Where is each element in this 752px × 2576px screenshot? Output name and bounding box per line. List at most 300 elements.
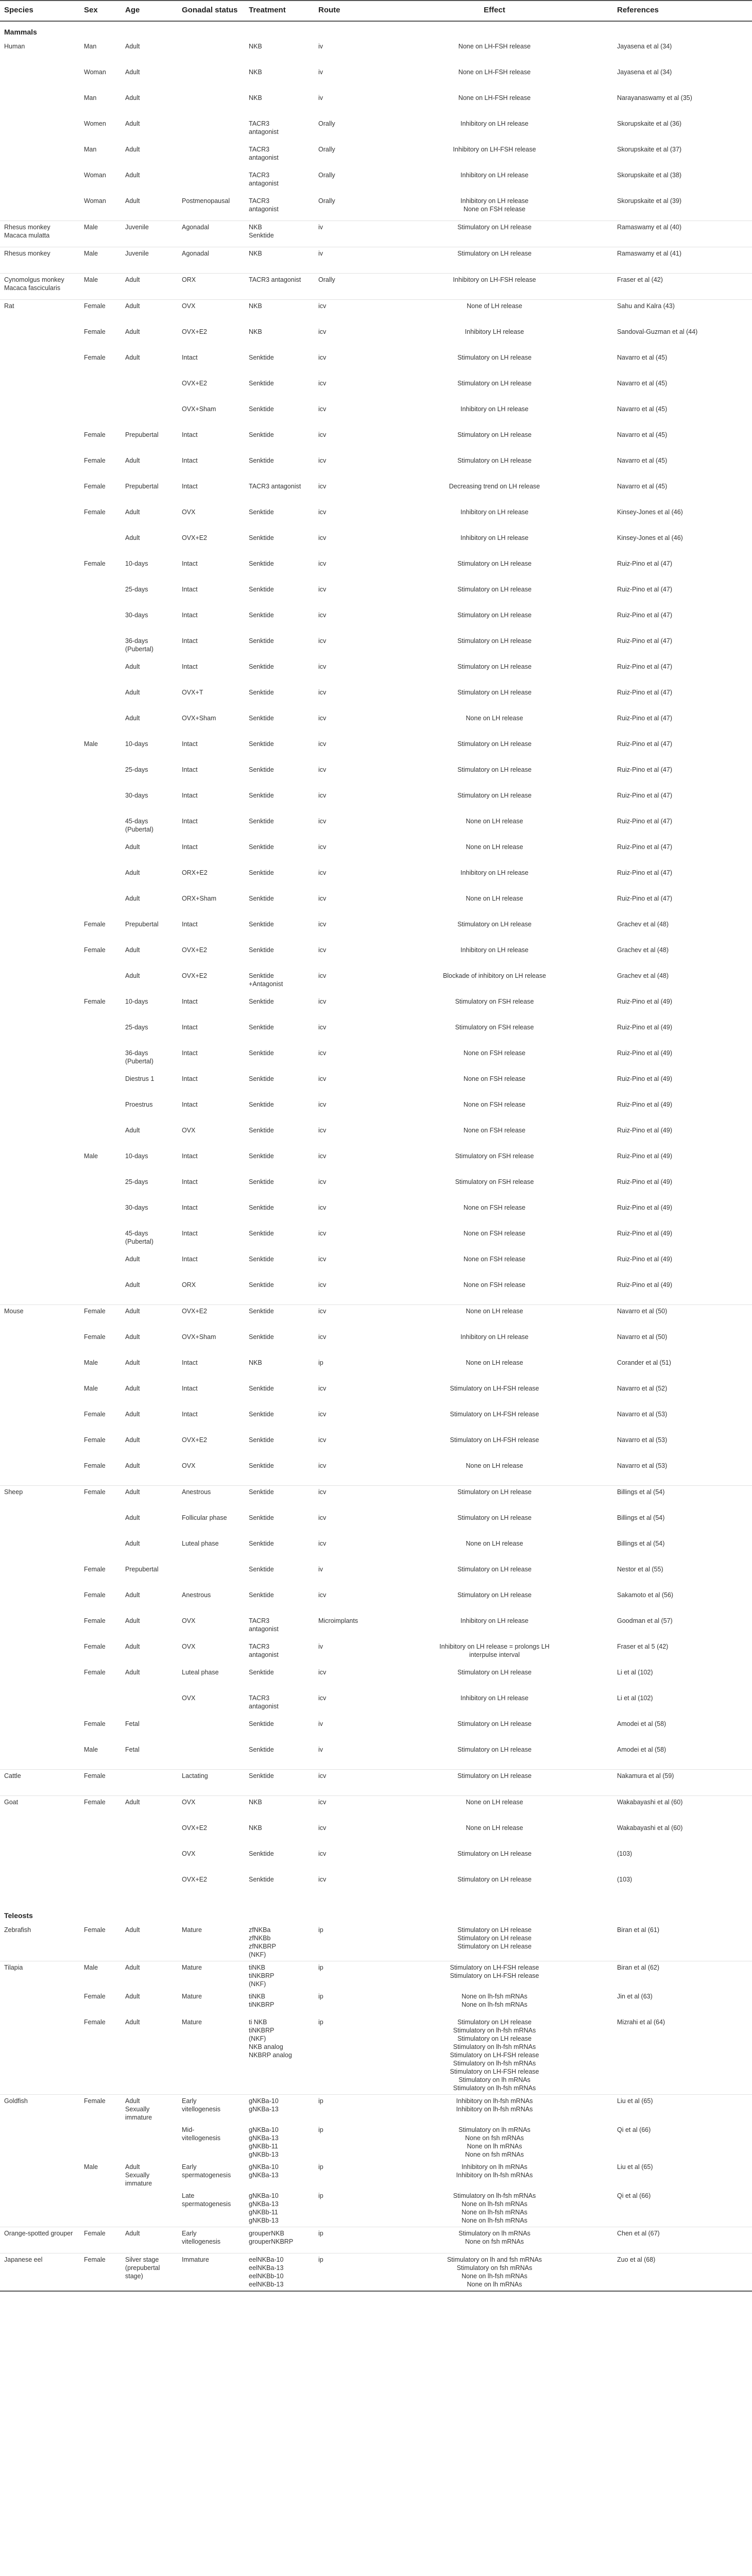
cell-effect: Stimulatory on LH release — [457, 1746, 532, 1753]
cell-sex: Female — [84, 946, 106, 954]
cell-age: Fetal — [125, 1746, 140, 1753]
cell-reference: Ruiz-Pino et al (47) — [617, 818, 672, 825]
cell-effect: None on LH release — [466, 715, 523, 722]
cell-route: ip — [314, 2095, 376, 2124]
cell-gonadal-status: Intact — [182, 637, 198, 645]
cell-effect: None of LH release — [376, 300, 613, 326]
cell-gonadal-status — [178, 92, 245, 117]
cell-gonadal-status: OVX — [182, 1694, 196, 1702]
cell-treatment: gNKBa-10 gNKBa-13 gNKBb-11 gNKBb-13 — [249, 2126, 279, 2158]
cell-treatment: Senktide — [249, 663, 274, 670]
cell-species: Cynomolgus monkey Macaca fascicularis — [0, 274, 80, 300]
cell-effect: Inhibitory on LH release — [460, 405, 529, 413]
cell-treatment: Senktide — [249, 1540, 274, 1547]
cell-age: Adult — [125, 69, 140, 76]
cell-reference: Ruiz-Pino et al (49) — [617, 1049, 672, 1057]
cell-effect: None on FSH release — [463, 1230, 526, 1237]
cell-treatment: Senktide — [249, 1333, 274, 1341]
table-row — [0, 1743, 752, 1770]
cell-species — [0, 583, 80, 609]
cell-reference: Ruiz-Pino et al (49) — [617, 1256, 672, 1263]
cell-effect: Decreasing trend on LH release — [449, 483, 540, 490]
table-row — [0, 815, 752, 841]
cell-age — [121, 377, 178, 403]
cell-route: iv — [318, 43, 323, 50]
cell-treatment: Senktide — [249, 1256, 274, 1263]
cell-effect: Stimulatory on LH release Stimulatory on LH release Stimulatory on LH release — [457, 1926, 532, 1950]
cell-sex: Female — [84, 1462, 106, 1469]
cell-sex — [80, 2190, 121, 2227]
cell-sex: Female — [84, 457, 106, 464]
cell-age: Adult — [125, 197, 140, 205]
cell-treatment: Senktide — [249, 689, 274, 696]
cell-route: icv — [318, 1694, 327, 1702]
cell-route: icv — [318, 560, 327, 567]
cell-reference: Billings et al (54) — [617, 1540, 665, 1547]
cell-effect: Stimulatory on LH release — [457, 1850, 532, 1857]
cell-sex: Female — [84, 1591, 106, 1599]
cell-effect: None on LH release — [466, 1824, 523, 1832]
cell-effect: Stimulatory on LH release — [457, 1720, 532, 1727]
cell-sex: Woman — [84, 69, 106, 76]
cell-age: Adult — [125, 972, 140, 979]
cell-gonadal-status: OVX — [178, 300, 245, 326]
cell-route: icv — [318, 843, 327, 851]
cell-route: icv — [318, 612, 327, 619]
cell-sex — [80, 1537, 121, 1563]
cell-species: Mouse — [0, 1305, 80, 1331]
cell-treatment: Senktide — [249, 509, 274, 516]
table-row — [0, 1434, 752, 1460]
cell-effect: None on LH release — [376, 1305, 613, 1331]
cell-treatment: Senktide — [249, 1411, 274, 1418]
cell-reference: Kinsey-Jones et al (46) — [617, 509, 683, 516]
table-row — [0, 1201, 752, 1227]
cell-effect: Stimulatory on LH release — [457, 380, 532, 387]
cell-gonadal-status: OVX+Sham — [182, 1333, 216, 1341]
cell-age: Adult — [125, 946, 140, 954]
cell-route: iv — [318, 1746, 323, 1753]
cell-sex — [80, 1047, 121, 1073]
cell-effect: Stimulatory on LH release — [457, 1514, 532, 1521]
cell-age: Adult — [125, 1591, 140, 1599]
cell-treatment: Senktide — [249, 740, 274, 748]
cell-species — [0, 1563, 80, 1589]
cell-gonadal-status: Early vitellogenesis — [178, 2095, 245, 2124]
cell-reference: Amodei et al (58) — [617, 1720, 666, 1727]
cell-gonadal-status: Luteal phase — [182, 1540, 219, 1547]
cell-species — [0, 1098, 80, 1124]
cell-reference: Amodei et al (58) — [617, 1746, 666, 1753]
cell-reference: Ruiz-Pino et al (49) — [617, 1024, 672, 1031]
cell-species — [0, 1124, 80, 1150]
cell-gonadal-status: OVX+Sham — [182, 715, 216, 722]
cell-treatment: Senktide — [249, 1566, 274, 1573]
cell-route: ip — [314, 1961, 376, 1991]
cell-age: Proestrus — [125, 1101, 153, 1108]
cell-treatment: Senktide — [249, 1127, 274, 1134]
cell-reference: Ruiz-Pino et al (49) — [617, 1075, 672, 1082]
cell-age: Adult — [125, 457, 140, 464]
cell-treatment: Senktide — [249, 612, 274, 619]
cell-gonadal-status: Lactating — [178, 1770, 245, 1796]
table-row — [0, 1692, 752, 1718]
cell-route: icv — [318, 1281, 327, 1289]
cell-reference: Ruiz-Pino et al (47) — [617, 586, 672, 593]
header-route: Route — [314, 1, 376, 21]
table-row — [0, 918, 752, 944]
cell-age: 25-days — [125, 766, 148, 773]
cell-effect: None on FSH release — [463, 1075, 526, 1082]
cell-age: Adult — [125, 1436, 140, 1444]
cell-effect: Stimulatory on LH release — [457, 740, 532, 748]
cell-effect: Inhibitory on lh-fsh mRNAs Inhibitory on lh-fsh mRNAs — [376, 2095, 613, 2124]
cell-species — [0, 169, 80, 195]
cell-species: Tilapia — [0, 1961, 80, 1991]
cell-sex — [80, 841, 121, 867]
cell-treatment: Senktide — [249, 1669, 274, 1676]
cell-effect: Inhibitory on LH release — [460, 120, 529, 127]
table-row — [0, 1279, 752, 1305]
cell-age: 10-days — [125, 1153, 148, 1160]
cell-age: 25-days — [125, 586, 148, 593]
table-row — [0, 1098, 752, 1124]
cell-species — [0, 1848, 80, 1873]
cell-species — [0, 117, 80, 143]
table-row — [0, 583, 752, 609]
cell-treatment: Senktide — [249, 457, 274, 464]
table-row — [0, 92, 752, 117]
cell-sex — [80, 970, 121, 995]
cell-species — [0, 892, 80, 918]
cell-gonadal-status: Intact — [182, 766, 198, 773]
cell-sex — [80, 1848, 121, 1873]
cell-route: icv — [318, 586, 327, 593]
cell-gonadal-status: Agonadal — [178, 221, 245, 247]
cell-reference: Grachev et al (48) — [617, 946, 669, 954]
cell-species — [0, 1434, 80, 1460]
cell-route: icv — [318, 1591, 327, 1599]
cell-reference: (103) — [617, 1876, 633, 1883]
cell-gonadal-status: Early spermatogenesis — [182, 2163, 231, 2179]
table-row — [0, 351, 752, 377]
cell-treatment: Senktide — [245, 1770, 314, 1796]
cell-age: 30-days — [125, 1204, 148, 1211]
cell-gonadal-status: Intact — [182, 998, 198, 1005]
cell-reference: Ruiz-Pino et al (49) — [617, 1127, 672, 1134]
cell-species — [0, 712, 80, 738]
table-row — [0, 454, 752, 480]
cell-age: Adult — [125, 2019, 140, 2026]
cell-route: icv — [318, 1153, 327, 1160]
header-gonadal-status: Gonadal status — [178, 1, 245, 21]
cell-treatment: ti NKB tiNKBRP (NKF) NKB analog NKBRP analog — [249, 2019, 292, 2059]
cell-reference: Grachev et al (48) — [617, 972, 669, 979]
cell-effect: Stimulatory on LH release — [457, 1669, 532, 1676]
cell-sex: Female — [84, 921, 106, 928]
cell-route: icv — [318, 457, 327, 464]
cell-treatment: TACR3 antagonist — [249, 197, 279, 213]
cell-route: icv — [318, 740, 327, 748]
cell-species — [0, 635, 80, 660]
cell-effect: None on LH release — [376, 1796, 613, 1822]
cell-sex — [80, 815, 121, 841]
cell-age: Prepubertal — [125, 1566, 159, 1573]
cell-treatment: tiNKB tiNKBRP — [249, 1993, 275, 2008]
cell-treatment: Senktide — [249, 586, 274, 593]
cell-sex: Female — [84, 2019, 106, 2026]
table-row — [0, 2016, 752, 2095]
cell-species: Japanese eel — [0, 2253, 80, 2292]
cell-treatment: NKB — [249, 69, 262, 76]
cell-effect: Stimulatory on LH release — [457, 612, 532, 619]
table-bottom-rule — [0, 2291, 752, 2295]
cell-age: Diestrus 1 — [125, 1075, 155, 1082]
cell-gonadal-status: OVX+E2 — [182, 1876, 207, 1883]
cell-gonadal-status — [178, 143, 245, 169]
cell-gonadal-status: Postmenopausal — [182, 197, 230, 205]
cell-age: Adult — [125, 146, 140, 153]
cell-species: Sheep — [0, 1486, 80, 1512]
table-row — [0, 403, 752, 429]
cell-treatment: gNKBa-10 gNKBa-13 gNKBb-11 gNKBb-13 — [249, 2192, 279, 2224]
cell-reference: Li et al (102) — [617, 1694, 653, 1702]
table-row — [0, 1382, 752, 1408]
cell-age: 10-days — [125, 740, 148, 748]
cell-reference: Billings et al (54) — [617, 1514, 665, 1521]
cell-treatment: Senktide — [249, 1746, 274, 1753]
table-row — [0, 1961, 752, 1991]
cell-gonadal-status: Mature — [182, 2019, 202, 2026]
cell-age: 45-days (Pubertal) — [125, 1230, 153, 1245]
cell-species — [0, 1201, 80, 1227]
cell-species — [0, 1615, 80, 1640]
cell-reference: Chen et al (67) — [613, 2227, 752, 2253]
cell-age — [121, 2124, 178, 2161]
cell-age: Adult — [125, 1385, 140, 1392]
cell-treatment: TACR3 antagonist — [249, 1617, 279, 1633]
cell-reference: Wakabayashi et al (60) — [613, 1796, 752, 1822]
cell-age: Adult — [125, 1669, 140, 1676]
cell-species — [0, 1873, 80, 1899]
cell-reference: Ruiz-Pino et al (49) — [617, 998, 672, 1005]
cell-route: icv — [318, 715, 327, 722]
cell-reference: Ruiz-Pino et al (47) — [617, 637, 672, 645]
cell-sex: Female — [80, 300, 121, 326]
cell-gonadal-status: Intact — [182, 1411, 198, 1418]
cell-effect: Stimulatory on LH release — [457, 921, 532, 928]
cell-treatment: Senktide — [249, 1514, 274, 1521]
cell-reference: Skorupskaite et al (36) — [617, 120, 682, 127]
cell-gonadal-status: Luteal phase — [182, 1669, 219, 1676]
cell-treatment: Senktide — [249, 1024, 274, 1031]
cell-effect: Stimulatory on LH release — [457, 766, 532, 773]
cell-reference: Nestor et al (55) — [617, 1566, 663, 1573]
table-row — [0, 1150, 752, 1176]
cell-species — [0, 1047, 80, 1073]
table-row — [0, 117, 752, 143]
table-row — [0, 1666, 752, 1692]
cell-reference: Jayasena et al (34) — [617, 43, 672, 50]
cell-gonadal-status: Mid- vitellogenesis — [182, 2126, 221, 2142]
cell-gonadal-status: Intact — [182, 354, 198, 361]
cell-gonadal-status: OVX+E2 — [182, 534, 207, 541]
cell-gonadal-status: OVX+E2 — [182, 328, 207, 335]
table-row — [0, 274, 752, 300]
cell-age: Adult Sexually immature — [125, 2163, 152, 2187]
cell-age: Adult — [125, 534, 140, 541]
cell-gonadal-status: ORX+E2 — [182, 869, 208, 876]
cell-route: icv — [314, 1305, 376, 1331]
cell-treatment: TACR3 antagonist — [249, 483, 301, 490]
cell-age: Adult — [125, 715, 140, 722]
cell-species: Human — [4, 43, 25, 50]
cell-route: icv — [318, 1230, 327, 1237]
section-title: Teleosts — [4, 1911, 33, 1920]
cell-reference: Grachev et al (48) — [617, 921, 669, 928]
cell-species — [0, 557, 80, 583]
cell-species — [0, 789, 80, 815]
cell-treatment: Senktide — [245, 1305, 314, 1331]
cell-reference: Ruiz-Pino et al (47) — [617, 663, 672, 670]
cell-species — [0, 532, 80, 557]
cell-treatment: eelNKBa-10 eelNKBa-13 eelNKBb-10 eelNKBb-13 — [245, 2253, 314, 2292]
cell-gonadal-status: OVX+E2 — [178, 1305, 245, 1331]
cell-species — [0, 815, 80, 841]
cell-reference: Ruiz-Pino et al (47) — [617, 766, 672, 773]
cell-treatment: TACR3 antagonist — [249, 172, 279, 187]
cell-species — [0, 195, 80, 221]
cell-effect: Inhibitory on LH release — [460, 869, 529, 876]
cell-treatment: Senktide — [249, 1075, 274, 1082]
cell-reference: Ruiz-Pino et al (47) — [617, 843, 672, 851]
cell-route: ip — [314, 2227, 376, 2253]
cell-reference: Navarro et al (45) — [617, 380, 668, 387]
cell-route: icv — [318, 1101, 327, 1108]
cell-age: Adult — [125, 1993, 140, 2000]
cell-age — [121, 1770, 178, 1796]
cell-route: ip — [318, 1926, 323, 1934]
cell-age: Adult — [125, 1359, 140, 1366]
cell-sex: Woman — [84, 197, 106, 205]
table-row — [0, 1357, 752, 1382]
cell-sex — [80, 635, 121, 660]
cell-effect: None on FSH release — [463, 1256, 526, 1263]
cell-gonadal-status — [178, 66, 245, 92]
cell-reference: Ruiz-Pino et al (49) — [617, 1230, 672, 1237]
cell-route: icv — [318, 895, 327, 902]
cell-age: Prepubertal — [125, 483, 159, 490]
cell-reference: (103) — [617, 1850, 633, 1857]
cell-age: Adult — [125, 509, 140, 516]
cell-sex — [80, 892, 121, 918]
cell-sex — [80, 1176, 121, 1201]
cell-gonadal-status: Mature — [182, 1926, 202, 1934]
table-row — [0, 1512, 752, 1537]
cell-gonadal-status: OVX — [182, 1850, 196, 1857]
cell-age: 25-days — [125, 1024, 148, 1031]
cell-treatment: TACR3 antagonist — [249, 1694, 279, 1710]
cell-age: 45-days (Pubertal) — [125, 818, 153, 833]
cell-age — [121, 403, 178, 429]
cell-species: Rhesus monkey — [0, 247, 80, 274]
cell-route: iv — [318, 1720, 323, 1727]
cell-gonadal-status: OVX — [182, 1643, 196, 1650]
table-row — [0, 1563, 752, 1589]
table-row — [0, 1770, 752, 1796]
cell-sex: Women — [84, 120, 106, 127]
cell-age: 30-days — [125, 792, 148, 799]
cell-effect: Stimulatory on LH release — [457, 1876, 532, 1883]
cell-gonadal-status: ORX+Sham — [182, 895, 217, 902]
cell-age: Juvenile — [121, 247, 178, 274]
cell-species — [0, 1279, 80, 1305]
cell-species — [0, 867, 80, 892]
cell-age: Adult — [125, 843, 140, 851]
cell-treatment: Senktide — [249, 637, 274, 645]
cell-treatment: Senktide — [249, 405, 274, 413]
cell-route: icv — [318, 869, 327, 876]
cell-treatment: Senktide — [245, 1486, 314, 1512]
cell-route: icv — [318, 1462, 327, 1469]
cell-age: Adult — [125, 1514, 140, 1521]
cell-species — [0, 480, 80, 506]
cell-sex: Man — [84, 146, 97, 153]
cell-treatment: Senktide — [249, 534, 274, 541]
cell-treatment: Senktide — [249, 1720, 274, 1727]
cell-gonadal-status: Intact — [182, 818, 198, 825]
cell-reference: Wakabayashi et al (60) — [617, 1824, 683, 1832]
cell-reference: Fraser et al (42) — [613, 274, 752, 300]
cell-species — [0, 1743, 80, 1770]
cell-age: 10-days — [125, 560, 148, 567]
cell-treatment: Senktide — [249, 1101, 274, 1108]
cell-age — [121, 2190, 178, 2227]
header-effect: Effect — [376, 1, 613, 21]
cell-age: Adult — [125, 689, 140, 696]
cell-effect: Inhibitory on LH release — [460, 172, 529, 179]
table-row — [0, 557, 752, 583]
cell-reference: Nakamura et al (59) — [613, 1770, 752, 1796]
cell-sex: Female — [84, 560, 106, 567]
cell-sex: Male — [84, 1746, 98, 1753]
cell-gonadal-status: OVX — [182, 1462, 196, 1469]
cell-species: Cattle — [0, 1770, 80, 1796]
cell-treatment: Senktide — [249, 1850, 274, 1857]
cell-gonadal-status: Intact — [182, 1049, 198, 1057]
cell-treatment: Senktide — [249, 1049, 274, 1057]
cell-species — [0, 1227, 80, 1253]
table-row — [0, 1640, 752, 1666]
cell-effect: Stimulatory on LH-FSH release — [450, 1436, 539, 1444]
cell-reference: Ramaswamy et al (41) — [613, 247, 752, 274]
cell-treatment: NKB — [249, 1824, 262, 1832]
table-row — [0, 195, 752, 221]
table-row — [0, 1924, 752, 1961]
cell-treatment: Senktide — [249, 560, 274, 567]
cell-sex — [80, 1021, 121, 1047]
cell-reference: Qi et al (66) — [617, 2126, 651, 2133]
cell-sex: Female — [84, 1669, 106, 1676]
cell-gonadal-status: Agonadal — [178, 247, 245, 274]
cell-effect: None on lh-fsh mRNAs None on lh-fsh mRNAs — [462, 1993, 527, 2008]
cell-age: Adult — [125, 1333, 140, 1341]
cell-species — [0, 841, 80, 867]
cell-sex — [80, 1253, 121, 1279]
cell-gonadal-status: Intact — [182, 1075, 198, 1082]
cell-effect: Stimulatory on LH release — [376, 1770, 613, 1796]
cell-reference: Navarro et al (45) — [617, 483, 668, 490]
